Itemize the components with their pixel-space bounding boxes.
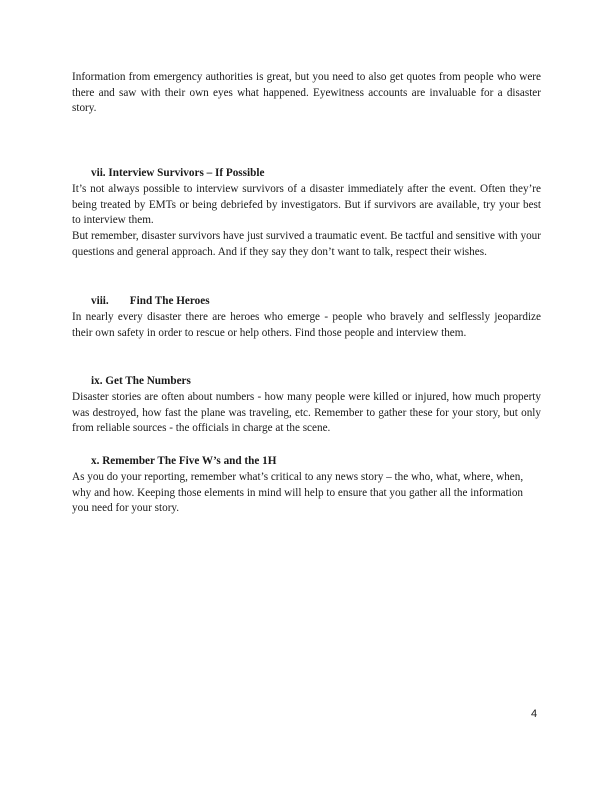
section-numeral: vii.	[91, 167, 106, 179]
section-title: Interview Survivors – If Possible	[108, 167, 265, 179]
intro-paragraph: Information from emergency authorities is great, but you need to also get quotes from people who were there and saw with their own eyes what happened. Eyewitness accounts are invaluable for a disaster story.	[72, 71, 541, 115]
page-number: 4	[531, 708, 538, 720]
section-title: Get The Numbers	[105, 375, 191, 387]
section-viii-paragraph: In nearly every disaster there are heroes who emerge - people who bravely and selflessly jeopardize their own safety in order to rescue or help others. Find those people and interview them.	[72, 311, 541, 339]
section-title: Remember The Five W’s and the 1H	[102, 455, 277, 467]
section-heading-viii	[91, 294, 210, 310]
section-vii-paragraph-1: It’s not always possible to interview survivors of a disaster immediately after the event. Often they’re being treated by EMTs or being debriefed by investigators. But if survivors are available, try your best to interview them.	[72, 183, 541, 227]
section-numeral: ix.	[91, 375, 103, 387]
section-ix-paragraph: Disaster stories are often about numbers - how many people were killed or injured, how much property was destroyed, how fast the plane was traveling, etc. Remember to gather these for your story, but only from reliable sources - the officials in charge at the scene.	[72, 391, 541, 435]
section-numeral: viii.	[91, 295, 109, 307]
section-heading-vii	[91, 166, 264, 182]
section-x-paragraph: As you do your reporting, remember what’s critical to any news story – the who, what, where, when, why and how. Keeping those elements in mind will help to ensure that you gather all the information you need for your story.	[72, 471, 524, 515]
section-vii-paragraph-2: But remember, disaster survivors have just survived a traumatic event. Be tactful and sensitive with your questions and general approach. And if they say they don’t want to talk, respect their wishes.	[72, 230, 541, 258]
section-heading-ix	[91, 374, 191, 390]
section-heading-x	[91, 454, 276, 470]
section-title: Find The Heroes	[129, 295, 210, 307]
section-numeral: x.	[91, 455, 100, 467]
